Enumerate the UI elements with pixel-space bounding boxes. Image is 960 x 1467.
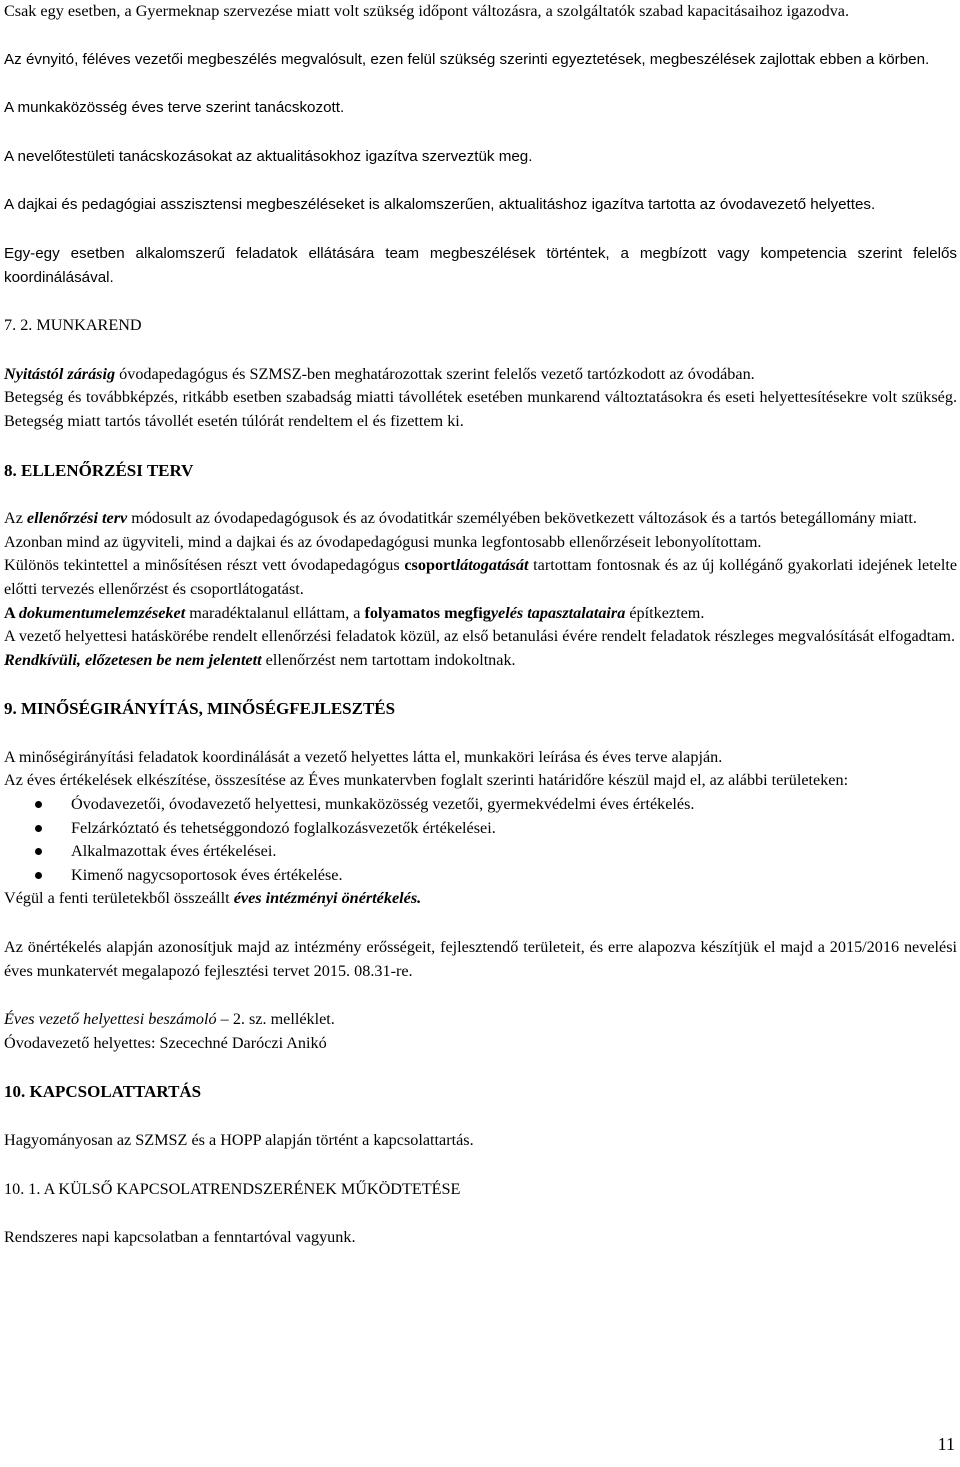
text-f-post: ellenőrzést nem tartottam indokoltnak. (261, 650, 516, 669)
paragraph-program-change: Csak egy esetben, a Gyermeknap szervezése miatt volt szükség időpont változásra, a szolgáltatók szabad kapacitásaihoz igazodva. (4, 2, 850, 20)
bullet-icon (35, 848, 42, 855)
paragraph-daily-contact: Rendszeres napi kapcsolatban a fenntartóval vagyunk. (4, 1228, 356, 1247)
text-c-post: tartottam fontosnak és az új kollégánő gyakorlati idejének letelte előtti tervezés ellenőrzést és csoportlátogatást. (4, 556, 957, 598)
emphasis-group: csoport (404, 556, 456, 575)
paragraph-workgroup: A munkaközösség éves terve szerint tanácskozott. (4, 99, 345, 117)
list-item: Óvodavezetői, óvodavezető helyettesi, munkaközösség vezetői, gyermekvédelmi éves értékelés. (4, 793, 957, 817)
text-opening-rest: óvodapedagógus és SZMSZ-ben meghatározottak szerint felelős vezető tartózkodott az óvodában. (115, 364, 755, 383)
paragraph-group-visit (4, 554, 957, 601)
text-d-post: építkeztem. (625, 603, 705, 622)
paragraph-deputy-name: Óvodavezető helyettes: Szecechné Daróczi Anikó (4, 1033, 327, 1052)
emphasis-experiences: yelés tapasztalataira (490, 603, 626, 622)
paragraph-development-plan: Az önértékelés alapján azonosítjuk majd az intézmény erősségeit, fejlesztendő területeit, és erre alapozva készítjük el majd a 2015/2016 nevelési éves munkatervét megalapozó fejlesztési tervet 2015. 08.31-re. (4, 938, 957, 980)
text-d-bold: A (4, 603, 19, 622)
list-item: Alkalmazottak éves értékelései. (4, 840, 957, 864)
heading-10-kapcsolattartas: 10. KAPCSOLATTARTÁS (4, 1082, 202, 1102)
text-c-pre: Különös tekintettel a minősítésen részt vett óvodapedagógus (4, 556, 405, 575)
emphasis-opening-closing: Nyitástól zárásig (4, 364, 116, 383)
heading-10-1-external-contacts: 10. 1. A KÜLSŐ KAPCSOLATRENDSZERÉNEK MŰKÖDTETÉSE (4, 1179, 461, 1198)
emphasis-visit: látogatását (455, 556, 529, 575)
paragraph-leader-meetings: Az évnyitó, féléves vezetői megbeszélés megvalósult, ezen felül szükség szerinti egyeztetések, megbeszélések zajlottak ebben a körben. (4, 50, 930, 68)
page-number: 11 (937, 1434, 955, 1454)
paragraph-inspection-plan (4, 507, 957, 531)
paragraph-document-analysis (4, 602, 957, 626)
text-a-post: módosult az óvodapedagógusok és az óvodatitkár személyében bekövetkezett változások és a tartós betegállomány miatt. (127, 509, 917, 528)
emphasis-document-analysis: dokumentumelemzéseket (18, 603, 186, 622)
paragraph-staff-meetings: A nevelőtestületi tanácskozásokat az aktualitásokhoz igazítva szerveztük meg. (4, 147, 533, 165)
list-item: Felzárkóztató és tehetséggondozó foglalkozásvezetők értékelései. (4, 817, 957, 841)
paragraph-team-meetings: Egy-egy esetben alkalomszerű feladatok ellátására team megbeszélések történtek, a megbízott vagy kompetencia szerint felelős koordinálásával. (4, 244, 957, 286)
heading-8-ellenorzesi-terv: 8. ELLENŐRZÉSI TERV (4, 460, 194, 480)
text-a-pre: Az (4, 509, 27, 528)
list-item: Kimenő nagycsoportosok éves értékelése. (4, 864, 957, 888)
paragraph-deputy-report (4, 1008, 957, 1032)
document-page (4, 0, 957, 1250)
paragraph-quality-coordination: A minőségirányítási feladatok koordinálását a vezető helyettes látta el, munkaköri leírása és éves terve alapján. (4, 747, 723, 766)
heading-7-2-munkarend: 7. 2. MUNKAREND (4, 316, 142, 335)
emphasis-self-evaluation: éves intézményi önértékelés. (233, 889, 422, 908)
paragraph-deputy-tasks: A vezető helyettesi hatáskörébe rendelt ellenőrzési feladatok közül, az első betanulási évére rendelt feladatok részleges megvalósítását elfogadtam. (4, 627, 956, 646)
paragraph-inspections-done: Azonban mind az ügyviteli, mind a dajkai és az óvodapedagógusi munka legfontosabb ellenőrzéseit lebonyolítottam. (4, 532, 762, 551)
paragraph-annual-evaluations: Az éves értékelések elkészítése, összesítése az Éves munkatervben foglalt szerinti határidőre készül majd el, az alábbi területeken: (4, 771, 849, 790)
emphasis-deputy-report: Éves vezető helyettesi beszámoló (4, 1010, 217, 1029)
text-c-pre: Végül a fenti területekből összeállt (4, 889, 234, 908)
emphasis-continuous-observation: folyamatos megfig (364, 603, 491, 622)
evaluation-list (4, 793, 957, 887)
emphasis-extraordinary: Rendkívüli, előzetesen be nem jelentett (4, 650, 262, 669)
bullet-icon (35, 801, 42, 808)
paragraph-opening-hours (4, 363, 957, 387)
emphasis-inspection-plan: ellenőrzési terv (26, 509, 128, 528)
paragraph-contact-keeping: Hagyományosan az SZMSZ és a HOPP alapján történt a kapcsolattartás. (4, 1131, 474, 1149)
paragraph-self-evaluation (4, 887, 957, 911)
text-appendix: – 2. sz. melléklet. (216, 1010, 335, 1029)
heading-9-minosegiranyitas: 9. MINŐSÉGIRÁNYÍTÁS, MINŐSÉGFEJLESZTÉS (4, 699, 396, 719)
bullet-icon (35, 825, 42, 832)
text-d-mid: maradéktalanul elláttam, a (185, 603, 365, 622)
bullet-icon (35, 872, 42, 879)
paragraph-assistant-meetings: A dajkai és pedagógiai asszisztensi megbeszéléseket is alkalomszerűen, aktualitáshoz igazítva tartotta az óvodavezető helyettes. (4, 196, 876, 214)
paragraph-absence-schedule: Betegség és továbbképzés, ritkább esetben szabadság miatti távollétek esetében munkarend változtatásokra és eseti helyettesítésekre volt szükség. Betegség miatt tartós távollét esetén túlórát rendeltem el és fizettem ki. (4, 388, 957, 430)
paragraph-extraordinary (4, 649, 957, 673)
